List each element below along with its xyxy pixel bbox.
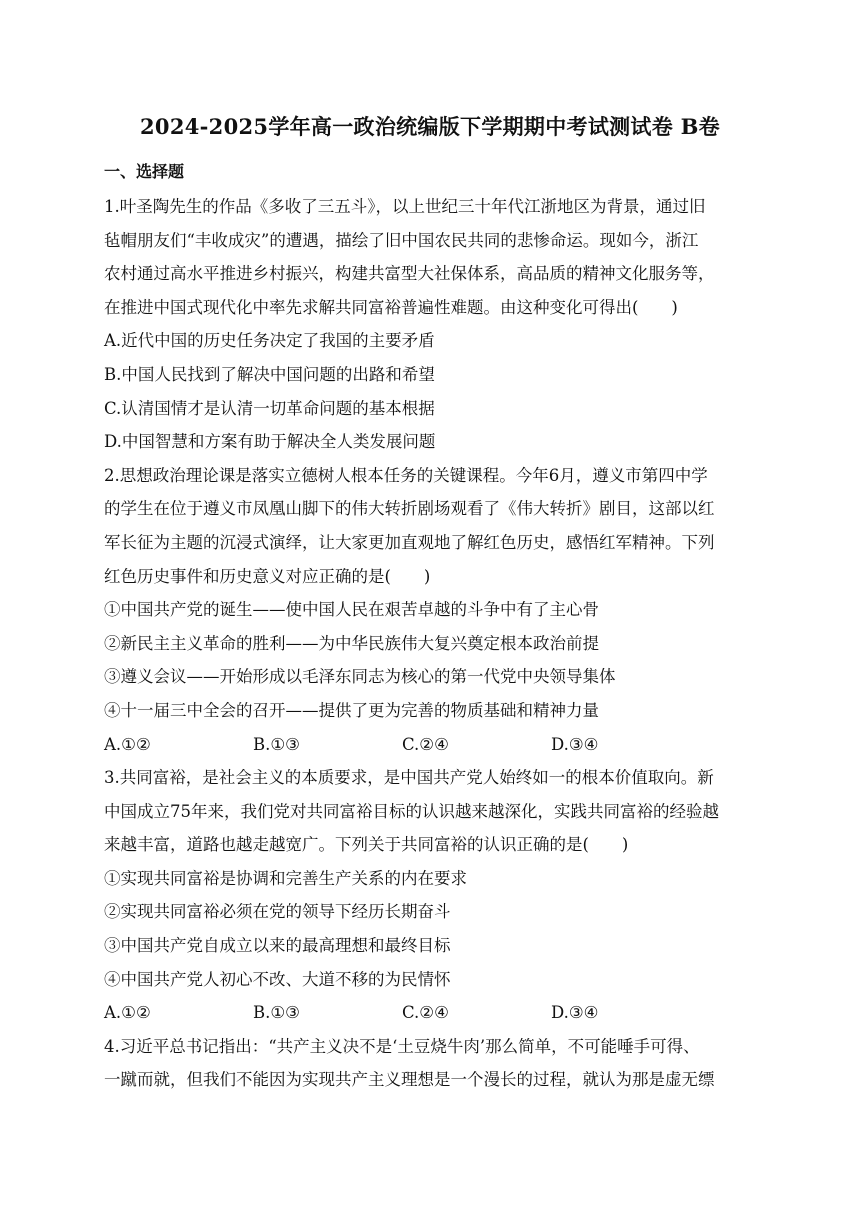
question-2-option-d: D.③④ (551, 734, 599, 754)
question-2-item-1: ①中国共产党的诞生——使中国人民在艰苦卓越的斗争中有了主心骨 (104, 600, 599, 620)
question-2-item-3: ③遵义会议——开始形成以毛泽东同志为核心的第一代党中央领导集体 (104, 667, 616, 687)
question-2-option-a: A.①② (104, 734, 151, 754)
question-3-item-4: ④中国共产党人初心不改、大道不移的为民情怀 (104, 969, 451, 989)
question-3-option-d: D.③④ (551, 1003, 599, 1023)
question-1-stem-line: 农村通过高水平推进乡村振兴，构建共富型大社保体系，高品质的精神文化服务等， (104, 264, 715, 284)
question-2-item-2: ②新民主主义革命的胜利——为中华民族伟大复兴奠定根本政治前提 (104, 633, 599, 653)
page-title: 2024-2025学年高一政治统编版下学期期中考试测试卷 B卷 (140, 114, 720, 139)
question-1-option-b: B.中国人民找到了解决中国问题的出路和希望 (104, 364, 435, 384)
question-3 (104, 761, 774, 1030)
question-3-item-2: ②实现共同富裕必须在党的领导下经历长期奋斗 (104, 902, 451, 922)
question-1-option-c: C.认清国情才是认清一切革命问题的基本根据 (104, 398, 435, 418)
question-3-item-3: ③中国共产党自成立以来的最高理想和最终目标 (104, 936, 451, 956)
question-4 (104, 1030, 774, 1097)
question-4-stem-line: 4.习近平总书记指出：“共产主义决不是‘土豆烧牛肉’那么简单，不可能唾手可得、 (104, 1036, 700, 1056)
question-1 (104, 190, 774, 459)
question-2-stem-line: 军长征为主题的沉浸式演绎，让大家更加直观地了解红色历史，感悟红军精神。下列 (104, 532, 715, 552)
question-3-stem-line: 3.共同富裕，是社会主义的本质要求，是中国共产党人始终如一的根本价值取向。新 (104, 768, 714, 788)
question-2-options (104, 728, 774, 762)
question-2-option-c: C.②④ (402, 734, 449, 754)
question-2 (104, 459, 774, 761)
question-2-stem-line: 2.思想政治理论课是落实立德树人根本任务的关键课程。今年6月，遵义市第四中学 (104, 465, 708, 485)
question-3-item-1: ①实现共同富裕是协调和完善生产关系的内在要求 (104, 868, 467, 888)
question-1-option-d: D.中国智慧和方案有助于解决全人类发展问题 (104, 432, 436, 452)
question-3-stem-line: 中国成立75年来，我们党对共同富裕目标的认识越来越深化，实践共同富裕的经验越 (104, 801, 719, 821)
question-1-stem-line: 1.叶圣陶先生的作品《多收了三五斗》，以上世纪三十年代江浙地区为背景，通过旧 (104, 197, 706, 216)
question-1-option-a: A.近代中国的历史任务决定了我国的主要矛盾 (104, 331, 435, 351)
question-2-stem-line: 的学生在位于遵义市凤凰山脚下的伟大转折剧场观看了《伟大转折》剧目，这部以红 (104, 499, 715, 519)
question-2-option-b: B.①③ (253, 734, 300, 754)
question-3-options (104, 996, 774, 1030)
question-3-option-c: C.②④ (402, 1003, 449, 1023)
question-4-stem-line: 一蹴而就，但我们不能因为实现共产主义理想是一个漫长的过程，就认为那是虚无缥 (104, 1070, 715, 1090)
question-3-stem-line: 来越丰富，道路也越走越宽广。下列关于共同富裕的认识正确的是( ) (104, 835, 629, 855)
section-heading: 一、选择题 (104, 162, 185, 181)
question-3-option-b: B.①③ (253, 1003, 300, 1023)
document-body (104, 158, 774, 1097)
question-1-stem-line: 在推进中国式现代化中率先求解共同富裕普遍性难题。由这种变化可得出( ) (104, 297, 678, 317)
question-2-stem-line: 红色历史事件和历史意义对应正确的是( ) (104, 566, 431, 586)
question-3-option-a: A.①② (104, 1003, 151, 1023)
question-1-stem-line: 毡帽朋友们“丰收成灾”的遭遇，描绘了旧中国农民共同的悲惨命运。现如今，浙江 (104, 230, 699, 250)
question-2-item-4: ④十一届三中全会的召开——提供了更为完善的物质基础和精神力量 (104, 700, 599, 720)
